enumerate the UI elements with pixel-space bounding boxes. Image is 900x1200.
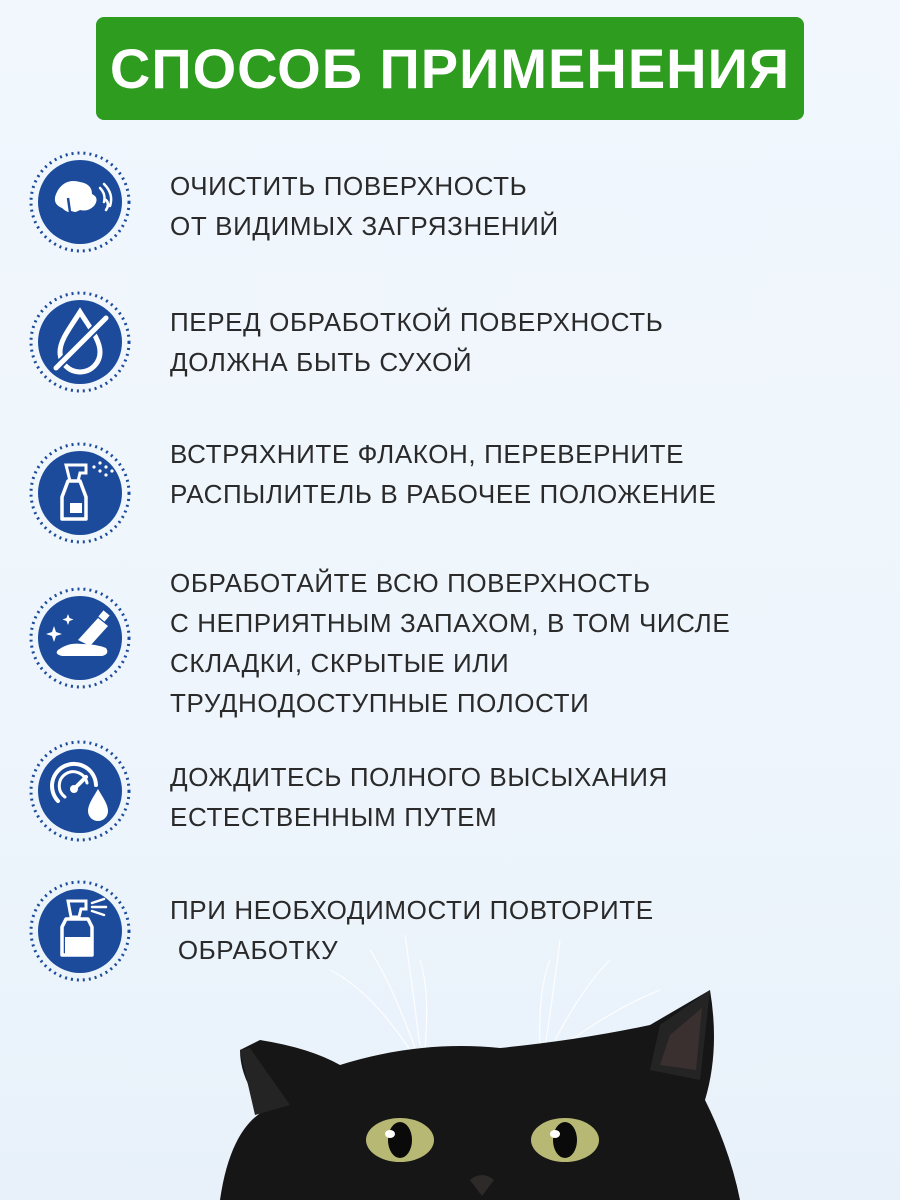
title-banner [96, 17, 804, 120]
spray-bottle-icon [28, 441, 132, 545]
step-text-line: ДОЛЖНА БЫТЬ СУХОЙ [170, 347, 473, 377]
step-text-line: С НЕПРИЯТНЫМ ЗАПАХОМ, В ТОМ ЧИСЛЕ [170, 608, 731, 638]
step-text-line: ОТ ВИДИМЫХ ЗАГРЯЗНЕНИЙ [170, 211, 559, 241]
step-text-line: ОЧИСТИТЬ ПОВЕРХНОСТЬ [170, 171, 528, 201]
step-text-line: РАСПЫЛИТЕЛЬ В РАБОЧЕЕ ПОЛОЖЕНИЕ [170, 479, 717, 509]
step-text-line: СКЛАДКИ, СКРЫТЫЕ ИЛИ [170, 648, 510, 678]
step-text-line: ЕСТЕСТВЕННЫМ ПУТЕМ [170, 802, 498, 832]
black-cat-image [220, 930, 740, 1200]
step-text-line: ПРИ НЕОБХОДИМОСТИ ПОВТОРИТЕ [170, 895, 654, 925]
banner-title: СПОСОБ ПРИМЕНЕНИЯ [109, 37, 791, 100]
step-text-line: ПЕРЕД ОБРАБОТКОЙ ПОВЕРХНОСТЬ [170, 307, 664, 337]
no-water-drop-icon [28, 290, 132, 394]
step-text-line: ОБРАБОТКУ [170, 935, 339, 965]
drying-gauge-icon [28, 739, 132, 843]
step-text-line: ДОЖДИТЕСЬ ПОЛНОГО ВЫСЫХАНИЯ [170, 762, 668, 792]
step-text-line: ОБРАБОТАЙТЕ ВСЮ ПОВЕРХНОСТЬ [170, 568, 651, 598]
repeat-spray-icon [28, 879, 132, 983]
step-text-line: ТРУДНОДОСТУПНЫЕ ПОЛОСТИ [170, 688, 590, 718]
spray-surface-icon [28, 586, 132, 690]
hand-wipe-icon [28, 150, 132, 254]
step-text-line: ВСТРЯХНИТЕ ФЛАКОН, ПЕРЕВЕРНИТЕ [170, 439, 685, 469]
